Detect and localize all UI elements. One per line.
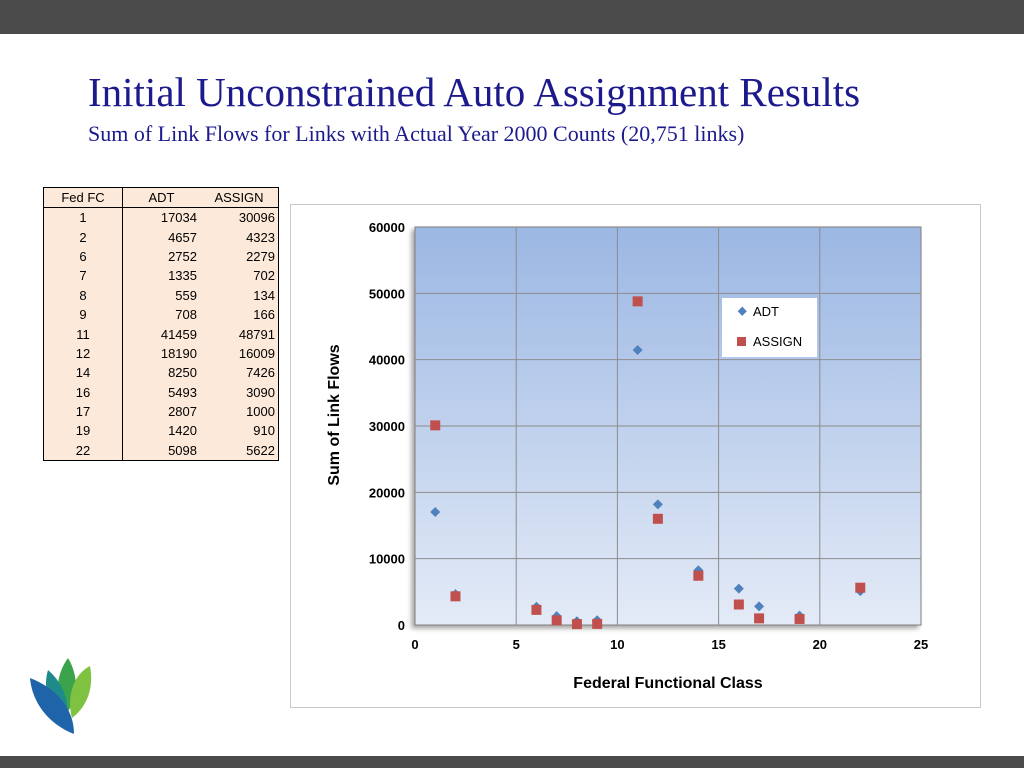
cell-fed-fc: 12 — [44, 344, 123, 363]
cell-fed-fc: 22 — [44, 441, 123, 461]
table-row — [44, 305, 279, 324]
y-tick-label: 30000 — [368, 419, 405, 434]
table-row — [44, 344, 279, 363]
assign-point — [592, 619, 602, 629]
assign-point — [795, 614, 805, 624]
cell-adt: 2807 — [168, 404, 197, 420]
cell-adt: 559 — [175, 287, 197, 303]
cell-assign: 166 — [253, 307, 275, 323]
x-tick-label: 10 — [610, 637, 625, 652]
cell-adt: 1335 — [168, 268, 197, 284]
cell-assign: 3090 — [246, 384, 275, 400]
x-tick-label: 20 — [812, 637, 828, 652]
table-row — [44, 227, 279, 246]
x-tick-label: 15 — [711, 637, 726, 652]
cell-fed-fc: 6 — [44, 247, 123, 266]
assign-point — [653, 514, 663, 524]
cell-fed-fc: 14 — [44, 363, 123, 382]
y-tick-label: 10000 — [368, 551, 405, 567]
y-axis-label: Sum of Link Flows — [326, 344, 343, 486]
cell-fed-fc: 2 — [44, 227, 123, 246]
cell-adt: 17034 — [160, 210, 197, 226]
table-row — [44, 266, 279, 285]
x-tick-label: 25 — [913, 637, 929, 652]
cell-assign: 2279 — [246, 248, 275, 264]
table-row — [44, 421, 279, 440]
cell-adt: 18190 — [160, 345, 197, 361]
data-table — [43, 187, 279, 461]
table-row — [44, 383, 279, 402]
cell-assign: 910 — [253, 423, 275, 439]
table-header-row — [44, 188, 279, 208]
assign-point — [430, 420, 440, 430]
cell-assign: 5622 — [246, 442, 275, 458]
cell-assign: 702 — [253, 268, 275, 284]
cell-assign: 134 — [253, 287, 275, 303]
cell-fed-fc: 11 — [44, 324, 123, 343]
y-tick-label: 20000 — [368, 485, 405, 501]
header-assign: ASSIGN — [200, 188, 279, 208]
cell-adt: 2752 — [168, 248, 197, 264]
company-logo — [28, 656, 98, 736]
cell-fed-fc: 1 — [44, 208, 123, 228]
y-tick-label: 50000 — [368, 286, 405, 302]
cell-adt: 4657 — [168, 229, 197, 245]
cell-fed-fc: 19 — [44, 421, 123, 440]
cell-adt: 5098 — [168, 442, 197, 458]
assign-point — [450, 591, 460, 601]
cell-adt: 708 — [175, 307, 197, 323]
table-row — [44, 402, 279, 421]
header-fed-fc: Fed FC — [44, 188, 123, 208]
cell-assign: 30096 — [238, 210, 275, 226]
cell-fed-fc: 17 — [44, 402, 123, 421]
slide-title: Initial Unconstrained Auto Assignment Results — [88, 69, 861, 115]
assign-point — [531, 605, 541, 615]
assign-point — [572, 619, 582, 629]
header-adt: ADT — [123, 188, 201, 208]
table-row — [44, 324, 279, 343]
table-row — [44, 247, 279, 266]
cell-fed-fc: 9 — [44, 305, 123, 324]
assign-point — [633, 296, 643, 306]
slide-subtitle: Sum of Link Flows for Links with Actual Year 2000 Counts (20,751 links) — [88, 121, 745, 146]
cell-assign: 4323 — [246, 229, 275, 245]
cell-assign: 48791 — [238, 326, 275, 342]
table-row — [44, 363, 279, 382]
cell-assign: 16009 — [238, 345, 275, 361]
x-axis-label: Federal Functional Class — [573, 675, 763, 692]
cell-assign: 1000 — [246, 404, 275, 420]
cell-adt: 41459 — [160, 326, 197, 342]
cell-fed-fc: 16 — [44, 383, 123, 402]
cell-adt: 1420 — [168, 423, 197, 439]
assign-point — [855, 583, 865, 593]
cell-assign: 7426 — [246, 365, 275, 381]
bottom-bar — [0, 756, 1024, 768]
cell-adt: 5493 — [168, 384, 197, 400]
cell-fed-fc: 7 — [44, 266, 123, 285]
table-row — [44, 208, 279, 228]
cell-adt: 8250 — [168, 365, 197, 381]
scatter-chart — [291, 205, 980, 707]
legend — [722, 298, 817, 357]
table-row — [44, 441, 279, 461]
table-row — [44, 286, 279, 305]
y-tick-label: 0 — [397, 618, 405, 633]
x-tick-label: 0 — [411, 637, 419, 652]
assign-point — [754, 613, 764, 623]
assign-point — [552, 615, 562, 625]
assign-point — [693, 571, 703, 581]
y-tick-label: 40000 — [368, 352, 405, 368]
y-tick-label: 60000 — [368, 220, 405, 235]
top-bar — [0, 0, 1024, 34]
assign-point — [734, 600, 744, 610]
chart-frame — [290, 204, 981, 708]
legend-marker-assign — [737, 337, 746, 346]
legend-label-adt: ADT — [753, 304, 779, 319]
cell-fed-fc: 8 — [44, 286, 123, 305]
legend-label-assign: ASSIGN — [753, 334, 803, 349]
x-tick-label: 5 — [512, 637, 520, 652]
